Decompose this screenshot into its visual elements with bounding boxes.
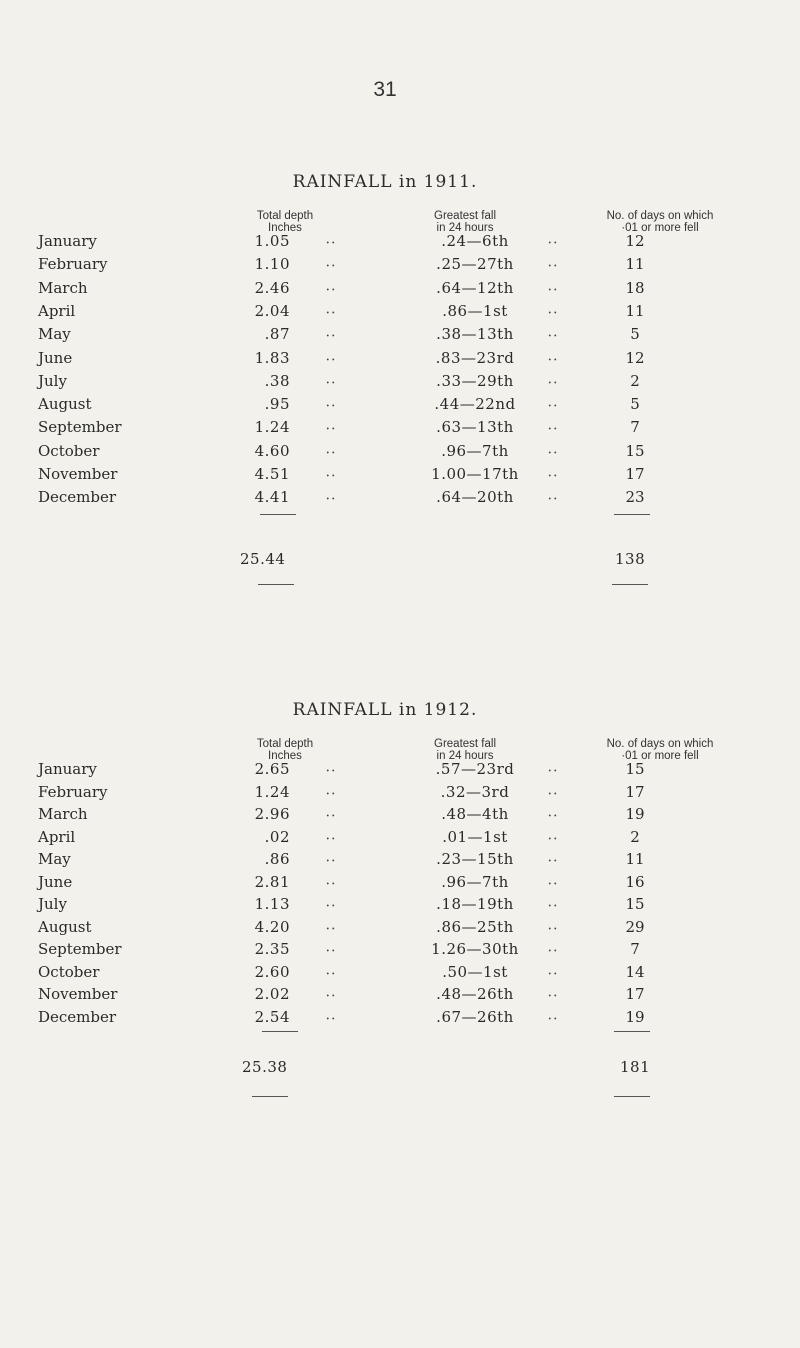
month-cell: April	[38, 827, 76, 846]
depth-cell: 4.51	[254, 465, 290, 483]
depth-cell: 2.81	[254, 872, 290, 891]
table-row	[0, 940, 800, 962]
leader-dots: ••	[326, 286, 338, 294]
days-cell: 12	[625, 348, 645, 367]
divider	[258, 584, 294, 585]
greatest-fall-cell: 1.00—17th	[431, 465, 519, 483]
days-cell: 5	[630, 325, 640, 344]
header-total-depth: Total depth Inches	[256, 210, 314, 234]
total-days: 138	[615, 550, 646, 568]
divider	[262, 1031, 298, 1032]
days-cell: 17	[625, 782, 645, 801]
month-cell: December	[38, 488, 117, 507]
table-row	[0, 349, 800, 371]
greatest-fall-cell: .64—12th	[436, 278, 514, 297]
days-cell: 2	[630, 371, 640, 390]
leader-dots: ••	[326, 993, 338, 1000]
leader-dots: ••	[326, 903, 338, 910]
depth-cell: 2.60	[254, 962, 290, 981]
greatest-fall-cell: .48—26th	[436, 985, 514, 1003]
greatest-fall-cell: .67—26th	[436, 1007, 514, 1026]
days-cell: 17	[625, 985, 645, 1003]
month-cell: May	[38, 850, 71, 868]
table-row	[0, 465, 800, 487]
header-days-count: No. of days on which ·01 or more fell	[606, 210, 714, 234]
leader-dots: ••	[548, 948, 560, 955]
greatest-fall-cell: .57—23rd	[435, 760, 515, 778]
greatest-fall-cell: .25—27th	[436, 255, 514, 274]
greatest-fall-cell: .96—7th	[441, 441, 509, 460]
greatest-fall-cell: .23—15th	[436, 850, 514, 868]
depth-cell: .02	[264, 827, 290, 846]
days-cell: 18	[625, 278, 645, 297]
month-cell: July	[38, 371, 67, 390]
depth-cell: 1.05	[254, 232, 290, 250]
leader-dots: ••	[548, 790, 560, 798]
leader-dots: ••	[326, 496, 338, 504]
leader-dots: ••	[326, 379, 338, 387]
leader-dots: ••	[326, 948, 338, 955]
month-cell: December	[38, 1007, 117, 1026]
total-days: 181	[620, 1058, 651, 1076]
depth-cell: 1.13	[254, 895, 290, 913]
month-cell: January	[38, 760, 97, 778]
depth-cell: 1.83	[254, 348, 290, 367]
greatest-fall-cell: .96—7th	[441, 872, 509, 891]
greatest-fall-cell: .32—3rd	[440, 782, 510, 801]
total-depth: 25.44	[240, 550, 286, 568]
table-row	[0, 985, 800, 1007]
table-row	[0, 372, 800, 394]
table-row	[0, 325, 800, 347]
month-cell: March	[38, 278, 88, 297]
month-cell: June	[38, 348, 73, 367]
leader-dots: ••	[326, 1015, 338, 1023]
leader-dots: ••	[548, 473, 560, 480]
month-cell: February	[38, 255, 108, 274]
leader-dots: ••	[548, 333, 560, 341]
depth-cell: 2.54	[254, 1007, 290, 1026]
days-cell: 11	[625, 850, 645, 868]
leader-dots: ••	[548, 768, 560, 775]
leader-dots: ••	[326, 835, 338, 843]
month-cell: June	[38, 872, 73, 891]
days-cell: 23	[625, 488, 645, 507]
leader-dots: ••	[548, 426, 560, 434]
table-row	[0, 279, 800, 301]
days-cell: 15	[625, 441, 645, 460]
leader-dots: ••	[326, 790, 338, 798]
month-cell: July	[38, 895, 67, 913]
leader-dots: ••	[548, 993, 560, 1000]
leader-dots: ••	[548, 240, 560, 247]
table-row	[0, 255, 800, 277]
divider	[252, 1096, 288, 1097]
table-row	[0, 418, 800, 440]
leader-dots: ••	[548, 379, 560, 387]
greatest-fall-cell: .01—1st	[442, 827, 508, 846]
table-row	[0, 895, 800, 917]
days-cell: 14	[625, 962, 645, 981]
leader-dots: ••	[548, 309, 560, 317]
greatest-fall-cell: .24—6th	[441, 232, 509, 250]
depth-cell: .87	[264, 325, 290, 344]
days-cell: 7	[630, 940, 640, 958]
days-cell: 29	[625, 917, 645, 936]
table-row	[0, 783, 800, 805]
depth-cell: 4.41	[254, 488, 290, 507]
month-cell: August	[38, 395, 92, 414]
days-cell: 7	[630, 418, 640, 437]
leader-dots: ••	[326, 309, 338, 317]
table-row	[0, 302, 800, 324]
leader-dots: ••	[548, 263, 560, 271]
greatest-fall-cell: .48—4th	[441, 805, 509, 823]
month-cell: September	[38, 418, 122, 437]
divider	[260, 514, 296, 515]
days-cell: 12	[625, 232, 645, 250]
header-days-count: No. of days on which ·01 or more fell	[606, 738, 714, 762]
depth-cell: 4.20	[254, 917, 290, 936]
table-row	[0, 918, 800, 940]
greatest-fall-cell: .83—23rd	[435, 348, 515, 367]
greatest-fall-cell: .64—20th	[436, 488, 514, 507]
leader-dots: ••	[326, 449, 338, 457]
table-row	[0, 805, 800, 827]
leader-dots: ••	[548, 903, 560, 910]
table-row	[0, 760, 800, 782]
leader-dots: ••	[326, 263, 338, 271]
days-cell: 5	[630, 395, 640, 414]
greatest-fall-cell: .63—13th	[436, 418, 514, 437]
table-row	[0, 395, 800, 417]
month-cell: February	[38, 782, 108, 801]
leader-dots: ••	[326, 426, 338, 434]
depth-cell: 1.10	[254, 255, 290, 274]
greatest-fall-cell: 1.26—30th	[431, 940, 519, 958]
month-cell: January	[38, 232, 97, 250]
leader-dots: ••	[326, 333, 338, 341]
days-cell: 2	[630, 827, 640, 846]
leader-dots: ••	[326, 768, 338, 775]
leader-dots: ••	[548, 925, 560, 933]
depth-cell: 1.24	[254, 782, 290, 801]
depth-cell: 4.60	[254, 441, 290, 460]
table-row	[0, 850, 800, 872]
leader-dots: ••	[548, 835, 560, 843]
days-cell: 15	[625, 895, 645, 913]
month-cell: April	[38, 301, 76, 320]
divider	[614, 1096, 650, 1097]
leader-dots: ••	[548, 813, 560, 820]
table-row	[0, 488, 800, 510]
greatest-fall-cell: .50—1st	[442, 962, 508, 981]
days-cell: 19	[625, 1007, 645, 1026]
greatest-fall-cell: .38—13th	[436, 325, 514, 344]
leader-dots: ••	[326, 356, 338, 364]
leader-dots: ••	[326, 880, 338, 888]
greatest-fall-cell: .86—1st	[442, 301, 508, 320]
leader-dots: ••	[548, 356, 560, 364]
month-cell: August	[38, 917, 92, 936]
leader-dots: ••	[548, 449, 560, 457]
days-cell: 11	[625, 255, 645, 274]
days-cell: 15	[625, 760, 645, 778]
divider	[614, 1031, 650, 1032]
depth-cell: 2.46	[254, 278, 290, 297]
table-row	[0, 963, 800, 985]
leader-dots: ••	[548, 880, 560, 888]
days-cell: 11	[625, 301, 645, 320]
month-cell: March	[38, 805, 88, 823]
greatest-fall-cell: .33—29th	[436, 371, 514, 390]
month-cell: May	[38, 325, 71, 344]
depth-cell: 1.24	[254, 418, 290, 437]
leader-dots: ••	[548, 858, 560, 865]
month-cell: November	[38, 985, 118, 1003]
depth-cell: 2.65	[254, 760, 290, 778]
header-greatest-fall: Greatest fall in 24 hours	[434, 210, 496, 234]
leader-dots: ••	[548, 496, 560, 504]
table-title: RAINFALL in 1911.	[292, 172, 478, 192]
month-cell: September	[38, 940, 122, 958]
leader-dots: ••	[326, 473, 338, 480]
leader-dots: ••	[548, 1015, 560, 1023]
depth-cell: .38	[264, 371, 290, 390]
leader-dots: ••	[326, 813, 338, 820]
table-row	[0, 1008, 800, 1030]
depth-cell: 2.04	[254, 301, 290, 320]
table-row	[0, 442, 800, 464]
days-cell: 17	[625, 465, 645, 483]
leader-dots: ••	[326, 403, 338, 411]
days-cell: 16	[625, 872, 645, 891]
depth-cell: 2.35	[254, 940, 290, 958]
depth-cell: .86	[264, 850, 290, 868]
leader-dots: ••	[326, 240, 338, 247]
leader-dots: ••	[326, 858, 338, 865]
greatest-fall-cell: .44—22nd	[434, 395, 516, 414]
page-number: 31	[373, 78, 397, 101]
leader-dots: ••	[548, 970, 560, 978]
month-cell: October	[38, 441, 100, 460]
total-depth: 25.38	[242, 1058, 288, 1076]
header-greatest-fall: Greatest fall in 24 hours	[434, 738, 496, 762]
greatest-fall-cell: .86—25th	[436, 917, 514, 936]
table-row	[0, 828, 800, 850]
month-cell: October	[38, 962, 100, 981]
days-cell: 19	[625, 805, 645, 823]
depth-cell: 2.02	[254, 985, 290, 1003]
leader-dots: ••	[326, 925, 338, 933]
table-row	[0, 232, 800, 254]
depth-cell: 2.96	[254, 805, 290, 823]
month-cell: November	[38, 465, 118, 483]
leader-dots: ••	[548, 403, 560, 411]
divider	[614, 514, 650, 515]
table-row	[0, 873, 800, 895]
greatest-fall-cell: .18—19th	[436, 895, 514, 913]
header-total-depth: Total depth Inches	[256, 738, 314, 762]
leader-dots: ••	[326, 970, 338, 978]
depth-cell: .95	[264, 395, 290, 414]
divider	[612, 584, 648, 585]
leader-dots: ••	[548, 286, 560, 294]
table-title: RAINFALL in 1912.	[292, 700, 478, 720]
